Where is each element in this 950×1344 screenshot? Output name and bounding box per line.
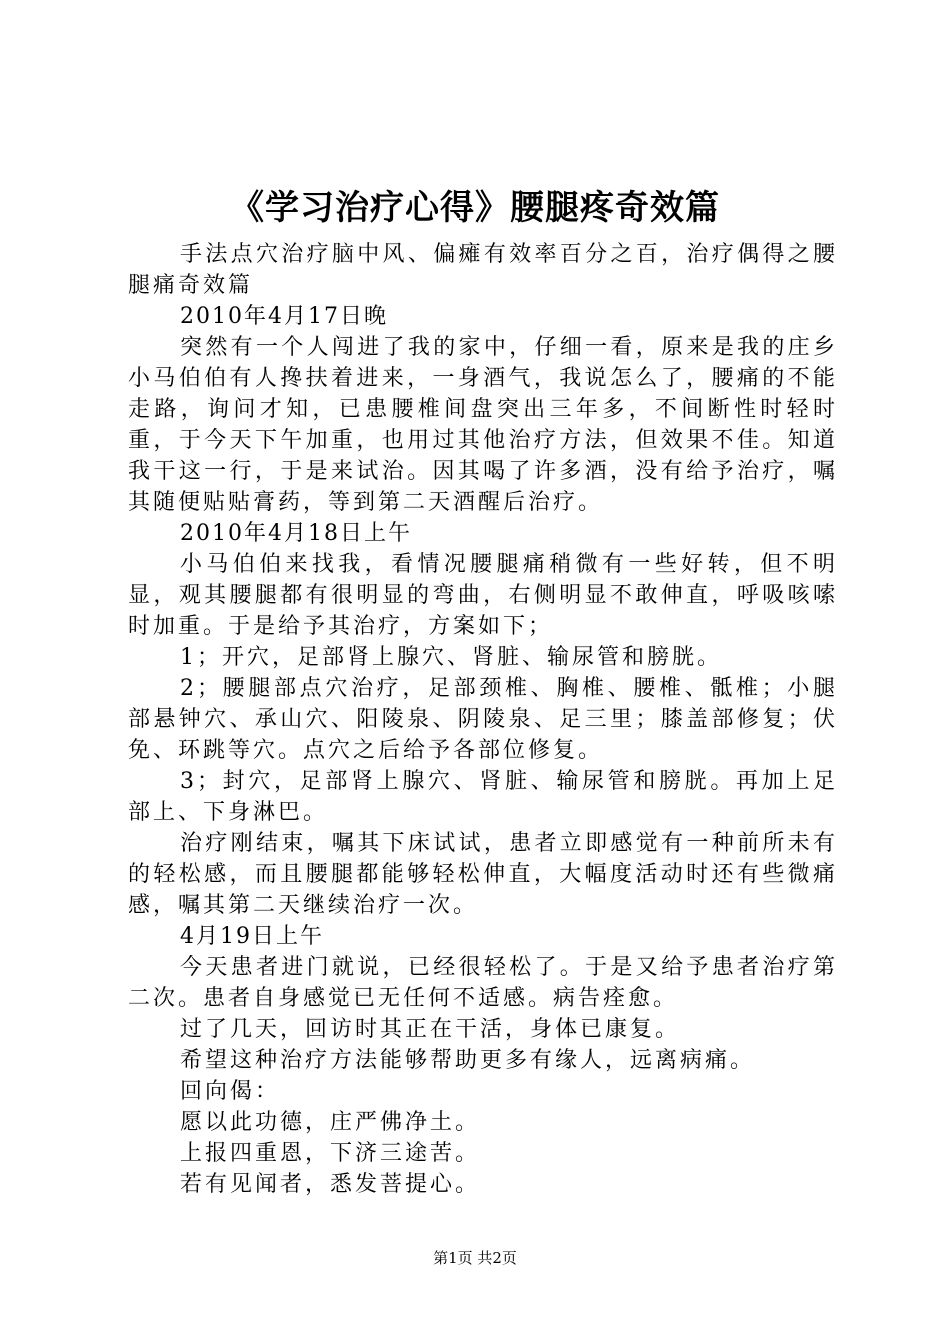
paragraph-result-1: 治疗刚结束，嘱其下床试试，患者立即感觉有一种前所未有的轻松感，而且腰腿都能够轻松伸直，大幅度活动时还有些微痛感，嘱其第二天继续治疗一次。 <box>128 831 838 918</box>
paragraph-intro: 手法点穴治疗脑中风、偏瘫有效率百分之百，治疗偶得之腰腿痛奇效篇 <box>128 242 838 298</box>
paragraph-verse-2: 上报四重恩，下济三途苦。 <box>180 1141 481 1166</box>
paragraph-step-3: 3；封穴，足部肾上腺穴、肾脏、输尿管和膀胱。再加上足部上、下身淋巴。 <box>128 769 838 825</box>
paragraph-result-2: 今天患者进门就说，已经很轻松了。于是又给予患者治疗第二次。患者自身感觉已无任何不适感。病告痊愈。 <box>128 955 838 1011</box>
paragraph-step-2: 2；腰腿部点穴治疗，足部颈椎、胸椎、腰椎、骶椎；小腿部悬钟穴、承山穴、阳陵泉、阴陵泉、足三里；膝盖部修复；伏免、环跳等穴。点穴之后给予各部位修复。 <box>128 676 838 763</box>
paragraph-story-2: 小马伯伯来找我，看情况腰腿痛稍微有一些好转，但不明显，观其腰腿都有很明显的弯曲，右侧明显不敢伸直，呼吸咳嗦时加重。于是给予其治疗，方案如下； <box>128 552 838 639</box>
paragraph-verse-heading: 回向偈： <box>180 1079 281 1104</box>
document-title: 《学习治疗心得》腰腿疼奇效篇 <box>230 188 720 228</box>
paragraph-date-1: 2010年4月17日晚 <box>180 304 388 329</box>
paragraph-date-3: 4月19日上午 <box>180 924 324 949</box>
paragraph-story-1: 突然有一个人闯进了我的家中，仔细一看，原来是我的庄乡小马伯伯有人搀扶着进来，一身酒气，我说怎么了，腰痛的不能走路，询问才知，已患腰椎间盘突出三年多，不间断性时轻时重，于今天下午加重，也用过其他治疗方法，但效果不佳。知道我干这一行，于是来试治。因其喝了许多酒，没有给予治疗，嘱其随便贴贴膏药，等到第二天酒醒后治疗。 <box>128 335 838 515</box>
paragraph-date-2: 2010年4月18日上午 <box>180 521 412 546</box>
paragraph-hope: 希望这种治疗方法能够帮助更多有缘人，远离病痛。 <box>180 1048 756 1073</box>
page-footer: 第1页 共2页 <box>433 1249 517 1267</box>
paragraph-followup: 过了几天，回访时其正在干活，身体已康复。 <box>180 1017 681 1042</box>
paragraph-step-1: 1；开穴，足部肾上腺穴、肾脏、输尿管和膀胱。 <box>180 645 722 670</box>
paragraph-verse-1: 愿以此功德，庄严佛净土。 <box>180 1110 481 1135</box>
paragraph-verse-3: 若有见闻者，悉发菩提心。 <box>180 1172 481 1197</box>
document-body <box>128 239 838 1200</box>
